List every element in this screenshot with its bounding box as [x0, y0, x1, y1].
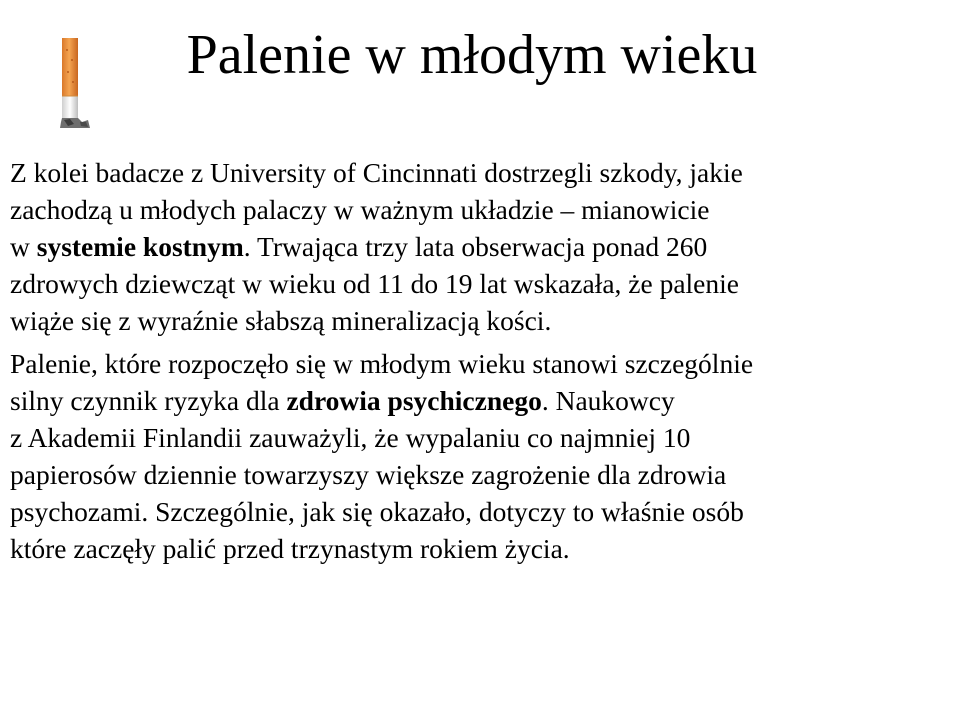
text-line: zdrowych dziewcząt w wieku od 11 do 19 lat wskazała, że palenie [10, 268, 739, 299]
text-run: silny czynnik ryzyka dla [10, 385, 287, 416]
slide-title: Palenie w młodym wieku [186, 24, 758, 86]
slide-body [10, 154, 910, 567]
text-line: zachodzą u młodych palaczy w ważnym układzie – mianowicie [10, 194, 710, 225]
text-line: z Akademii Finlandii zauważyli, że wypalaniu co najmniej 10 [10, 422, 691, 453]
text-line [10, 382, 910, 419]
paragraph-2 [10, 345, 910, 567]
text-line: papierosów dziennie towarzyszy większe zagrożenie dla zdrowia [10, 459, 727, 490]
text-run: w [10, 231, 37, 262]
text-run: . Trwająca trzy lata obserwacja ponad 260 [243, 231, 708, 262]
paragraph-1 [10, 154, 910, 339]
text-line: wiąże się z wyraźnie słabszą mineralizacją kości. [10, 305, 552, 336]
text-run: . Naukowcy [541, 385, 675, 416]
text-line: Palenie, które rozpoczęło się w młodym wieku stanowi szczególnie [10, 348, 754, 379]
bold-phrase: systemie kostnym [36, 231, 244, 262]
text-line: które zaczęły palić przed trzynastym rokiem życia. [10, 533, 570, 564]
bold-phrase: zdrowia psychicznego [286, 385, 542, 416]
text-line: Z kolei badacze z University of Cincinnati dostrzegli szkody, jakie [10, 157, 743, 188]
text-line: psychozami. Szczególnie, jak się okazało, dotyczy to właśnie osób [10, 496, 744, 527]
text-line [10, 228, 910, 265]
